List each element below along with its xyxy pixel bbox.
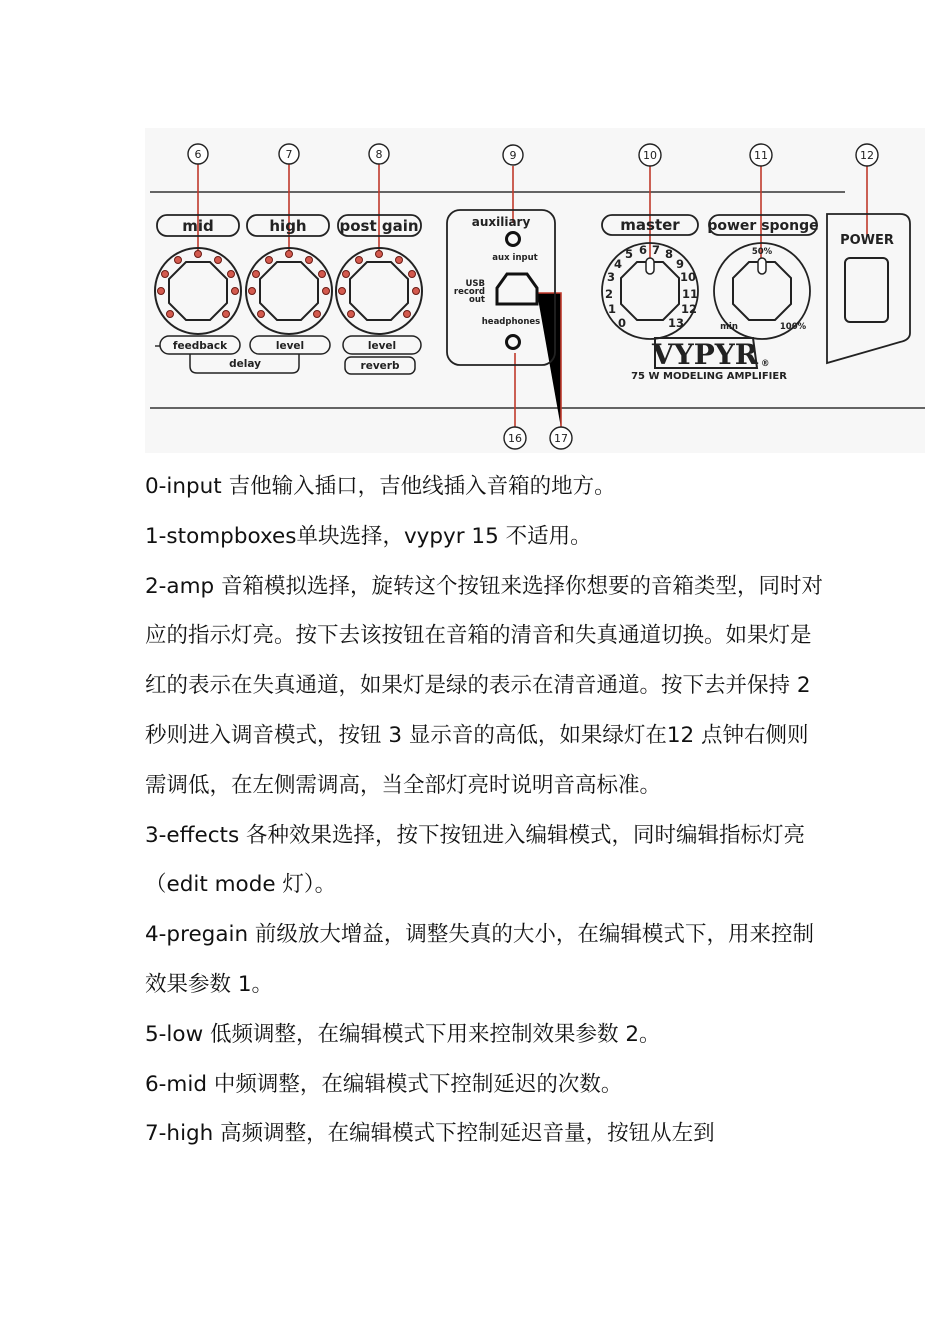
usb-out-label: out	[469, 295, 485, 305]
power-switch[interactable]	[845, 258, 888, 322]
svg-text:®: ®	[761, 359, 770, 369]
svg-text:2: 2	[604, 287, 614, 301]
svg-text:9: 9	[675, 257, 685, 271]
paragraph-amp: 2-amp 音箱模拟选择，旋转这个按钮来选择你想要的音箱类型，同时对应的指示灯亮。按下去该按钮在音箱的清音和失真通道切换。如果灯是红的表示在失真通道，如果灯是绿的表示在清音通道。按下去并保持 2 秒则进入调音模式，按钮 3 显示音的高低，如果绿灯在12 点钟右侧则需调低，在左侧需调高，当全部灯亮时说明音高标准。	[145, 573, 824, 798]
svg-text:feedback: feedback	[172, 340, 228, 352]
usb-label: USB	[465, 279, 485, 289]
svg-text:power sponge: power sponge	[707, 218, 819, 234]
callout-8	[369, 144, 389, 164]
vypyr-logo	[651, 338, 770, 371]
aux-input-jack[interactable]	[507, 233, 520, 246]
label-reverb-level	[343, 336, 421, 354]
model-label: 75 W MODELING AMPLIFIER	[631, 371, 787, 382]
label-mid	[157, 215, 239, 236]
mid-knob[interactable]	[155, 248, 241, 334]
usb-port[interactable]	[497, 274, 537, 304]
svg-text:11: 11	[754, 149, 768, 162]
svg-text:13: 13	[667, 316, 685, 330]
svg-text:0: 0	[617, 316, 627, 330]
svg-text:level: level	[275, 340, 305, 352]
svg-text:7: 7	[285, 148, 293, 161]
paragraph-high: 7-high 高频调整，在编辑模式下控制延迟音量，按钮从左到	[145, 1121, 715, 1147]
paragraph-mid: 6-mid 中频调整，在编辑模式下控制延迟的次数。	[145, 1071, 623, 1097]
callout-17	[550, 427, 572, 449]
label-delay-level	[250, 336, 330, 354]
label-high	[247, 215, 329, 236]
svg-text:7: 7	[651, 243, 661, 257]
svg-text:high: high	[269, 217, 307, 235]
label-power-sponge	[707, 215, 818, 235]
svg-text:mid: mid	[182, 217, 214, 235]
aux-input-label: aux input	[492, 253, 538, 263]
svg-text:12: 12	[680, 302, 698, 316]
high-knob[interactable]	[246, 248, 332, 334]
svg-text:1: 1	[607, 302, 617, 316]
usb-record-label: record	[453, 287, 485, 297]
svg-text:11: 11	[681, 287, 699, 301]
sponge-min-label: min	[720, 322, 738, 332]
paragraph-low: 5-low 低频调整，在编辑模式下用来控制效果参数 2。	[145, 1021, 661, 1047]
svg-text:3: 3	[606, 270, 616, 284]
post-gain-knob[interactable]	[336, 248, 422, 334]
manual-text	[145, 462, 825, 1159]
callout-9	[503, 145, 523, 165]
svg-text:VYPYR: VYPYR	[651, 338, 759, 371]
power-label: POWER	[840, 233, 894, 248]
svg-text:8: 8	[375, 148, 383, 161]
label-post-gain	[338, 215, 421, 236]
svg-text:master: master	[620, 216, 680, 234]
amp-panel-diagram	[145, 128, 925, 453]
svg-text:8: 8	[664, 247, 674, 261]
svg-text:post gain: post gain	[339, 217, 419, 235]
callout-6	[188, 144, 208, 164]
svg-text:level: level	[367, 340, 397, 352]
svg-text:9: 9	[509, 149, 517, 162]
svg-text:10: 10	[643, 149, 657, 162]
callout-11	[750, 144, 772, 166]
callout-16	[504, 427, 526, 449]
callout-10	[639, 144, 661, 166]
svg-text:delay: delay	[229, 358, 261, 370]
paragraph-stompboxes: 1-stompboxes单块选择，vypyr 15 不适用。	[145, 523, 592, 549]
svg-text:10: 10	[679, 270, 697, 284]
headphones-jack[interactable]	[507, 336, 520, 349]
label-master	[602, 215, 698, 235]
svg-text:6: 6	[194, 148, 202, 161]
svg-text:12: 12	[860, 149, 874, 162]
paragraph-input: 0-input 吉他输入插口，吉他线插入音箱的地方。	[145, 474, 616, 499]
headphones-label: headphones	[481, 317, 541, 327]
svg-text:6: 6	[638, 243, 648, 257]
callout-12	[856, 144, 878, 166]
sponge-max-label: 100%	[779, 322, 807, 332]
svg-text:4: 4	[613, 257, 623, 271]
label-reverb	[345, 357, 415, 374]
svg-text:reverb: reverb	[360, 360, 400, 372]
sponge-mid-label: 50%	[751, 247, 773, 257]
aux-title: auxiliary	[471, 215, 531, 229]
label-feedback	[160, 336, 240, 354]
svg-text:16: 16	[508, 432, 522, 445]
paragraph-pregain: 4-pregain 前级放大增益，调整失真的大小，在编辑模式下，用来控制效果参数 1。	[145, 922, 814, 997]
label-delay	[190, 354, 299, 373]
svg-text:17: 17	[554, 432, 568, 445]
callout-7	[279, 144, 299, 164]
svg-text:5: 5	[624, 247, 634, 261]
paragraph-effects: 3-effects 各种效果选择，按下按钮进入编辑模式，同时编辑指标灯亮（edit mode 灯）。	[145, 822, 805, 898]
